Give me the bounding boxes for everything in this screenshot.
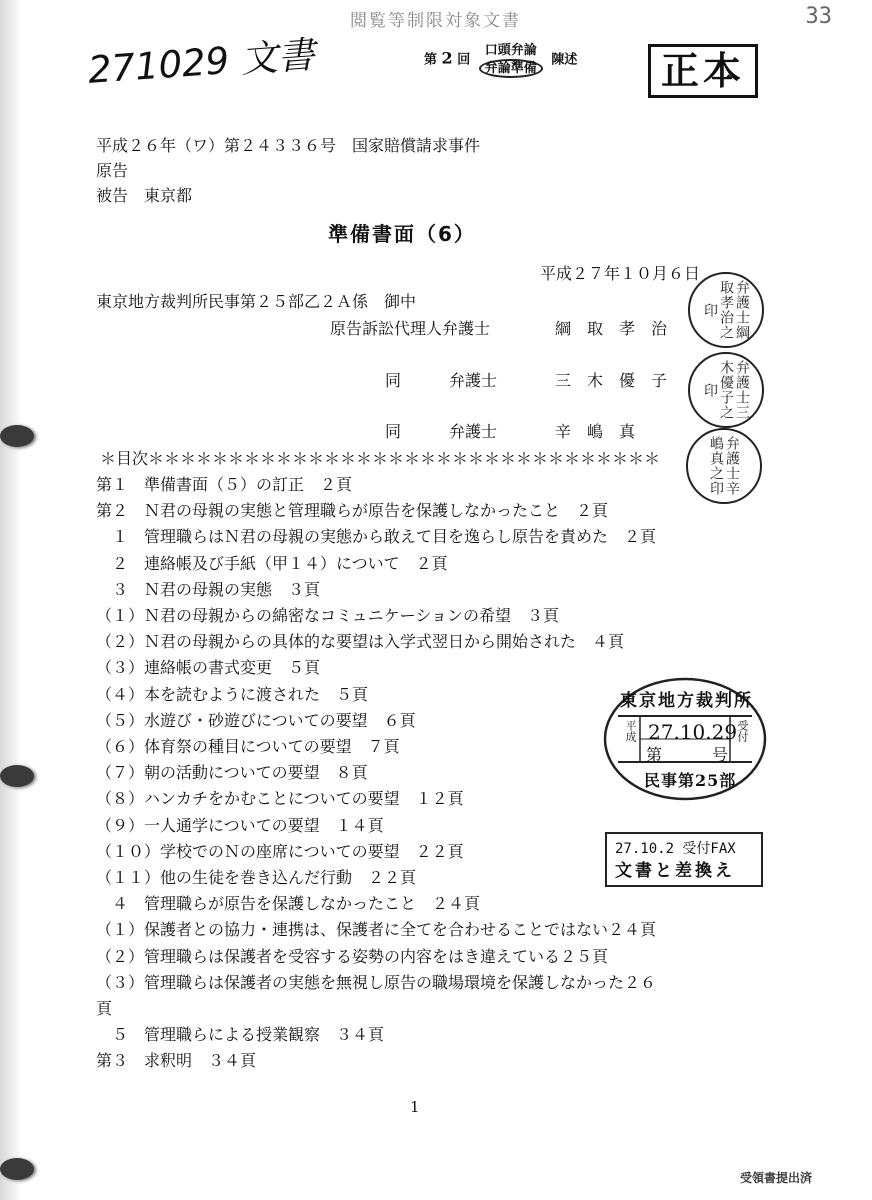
handwritten-reference: 271029 文書 xyxy=(86,33,317,92)
document-title: 準備書面（6） xyxy=(328,222,476,246)
fax-stamp-line1: 27.10.2 受付FAX xyxy=(615,841,736,857)
toc-entry: （２）Ｎ君の母親からの具体的な要望は入学式翌日から開始された ４頁 xyxy=(96,632,625,651)
attorney-seal: 弁護士三木優子之印 xyxy=(688,352,764,428)
session-suffix: 陳述 xyxy=(551,52,578,68)
toc-entry: 第３ 求釈明 ３４頁 xyxy=(96,1051,257,1070)
attorney-role: 同 弁護士 xyxy=(385,371,498,390)
session-unit: 回 xyxy=(457,52,471,68)
toc-entry: ３ Ｎ君の母親の実態 ３頁 xyxy=(96,580,321,599)
toc-entry: 第２ Ｎ君の母親の実態と管理職らが原告を保護しなかったこと ２頁 xyxy=(96,501,609,520)
session-number: 2 xyxy=(441,48,453,68)
court-reception-stamp xyxy=(600,674,770,804)
session-prefix: 第 xyxy=(424,52,438,68)
toc-entry: （４）本を読むように渡された ５頁 xyxy=(96,685,369,704)
punch-hole xyxy=(0,1158,34,1180)
case-number: 平成２６年（ワ）第２４３３６号 国家賠償請求事件 xyxy=(96,136,481,155)
attorney-role: 同 弁護士 xyxy=(385,422,498,441)
toc-entry: （３）連絡帳の書式変更 ５頁 xyxy=(96,658,321,677)
attorney-seal: 弁護士綱取孝治之印 xyxy=(688,272,764,348)
page-corner-number: 33 xyxy=(805,4,832,29)
toc-entry: ４ 管理職らが原告を保護しなかったこと ２４頁 xyxy=(96,894,481,913)
toc-entry: １ 管理職らはＮ君の母親の実態から敢えて目を逸らし原告を責めた ２頁 xyxy=(96,527,657,546)
stamp-dai: 第 xyxy=(646,745,663,764)
toc-entry: （１）Ｎ君の母親からの綿密なコミュニケーションの希望 ３頁 xyxy=(96,606,560,625)
session-option-preparatory: 弁論準備 xyxy=(479,59,543,78)
toc-entry: 頁 xyxy=(96,999,113,1018)
fax-replacement-stamp xyxy=(605,832,763,887)
toc-entry: （７）朝の活動についての要望 ８頁 xyxy=(96,763,368,782)
attorney-name: 辛 嶋 真 xyxy=(555,422,636,441)
stamp-division: 民事第25部 xyxy=(644,771,737,790)
stamp-go: 号 xyxy=(712,745,729,764)
document-date: 平成２７年１０月６日 xyxy=(540,264,701,283)
page-number: 1 xyxy=(410,1098,420,1116)
toc-entry: ２ 連絡帳及び手紙（甲１４）について ２頁 xyxy=(96,554,448,573)
toc-entry: （５）水遊び・砂遊びについての要望 ６頁 xyxy=(96,711,416,730)
attorney-name: 綱 取 孝 治 xyxy=(555,319,668,338)
toc-entry: （６）体育祭の種目についての要望 ７頁 xyxy=(96,737,400,756)
toc-entry: （８）ハンカチをかむことについての要望 １２頁 xyxy=(96,789,464,808)
toc-entry: 第１ 準備書面（５）の訂正 ２頁 xyxy=(96,475,353,494)
session-option-oral: 口頭弁論 xyxy=(484,43,537,58)
addressee: 東京地方裁判所民事第２５部乙２Ａ係 御中 xyxy=(96,292,417,311)
punch-hole xyxy=(0,765,34,787)
defendant-line: 被告 東京都 xyxy=(96,186,193,205)
restricted-watermark: 閲覧等制限対象文書 xyxy=(350,11,521,31)
original-copy-stamp: 正本 xyxy=(648,44,758,98)
toc-entry: （１）保護者との協力・連携は、保護者に全てを合わせることではない２４頁 xyxy=(96,920,657,939)
toc-entry: （３）管理職らは保護者の実態を無視し原告の職場環境を保護しなかった２６ xyxy=(96,973,657,992)
stamp-received: 受付 xyxy=(736,720,749,742)
stamp-court-name: 東京地方裁判所 xyxy=(620,691,753,711)
toc-entry: （９）一人通学についての要望 １４頁 xyxy=(96,816,384,835)
attorney-seal: 弁護士辛嶋真之印 xyxy=(686,428,762,504)
toc-header: ＊目次＊＊＊＊＊＊＊＊＊＊＊＊＊＊＊＊＊＊＊＊＊＊＊＊＊＊＊＊＊＊＊＊ xyxy=(100,449,661,468)
session-line xyxy=(424,42,577,78)
toc-entry: （１０）学校でのＮの座席についての要望 ２２頁 xyxy=(96,842,464,861)
punch-hole xyxy=(0,425,34,447)
toc-entry: （２）管理職らは保護者を受容する姿勢の内容をはき違えている２５頁 xyxy=(96,947,609,966)
attorney-role: 原告訴訟代理人弁護士 xyxy=(330,319,491,338)
fax-stamp-line2: 文書と差換え xyxy=(615,861,735,881)
receipt-submitted-stamp: 受領書提出済 xyxy=(739,1171,812,1185)
toc-entry: （１１）他の生徒を巻き込んだ行動 ２２頁 xyxy=(96,868,417,887)
attorney-name: 三 木 優 子 xyxy=(555,371,668,390)
toc-entry: ５ 管理職らによる授業観察 ３４頁 xyxy=(96,1025,385,1044)
plaintiff-label: 原告 xyxy=(96,161,129,180)
stamp-era: 平成 xyxy=(624,720,637,742)
stamp-date: 27.10.29 xyxy=(648,720,738,744)
page-edge-shadow xyxy=(0,0,22,1200)
